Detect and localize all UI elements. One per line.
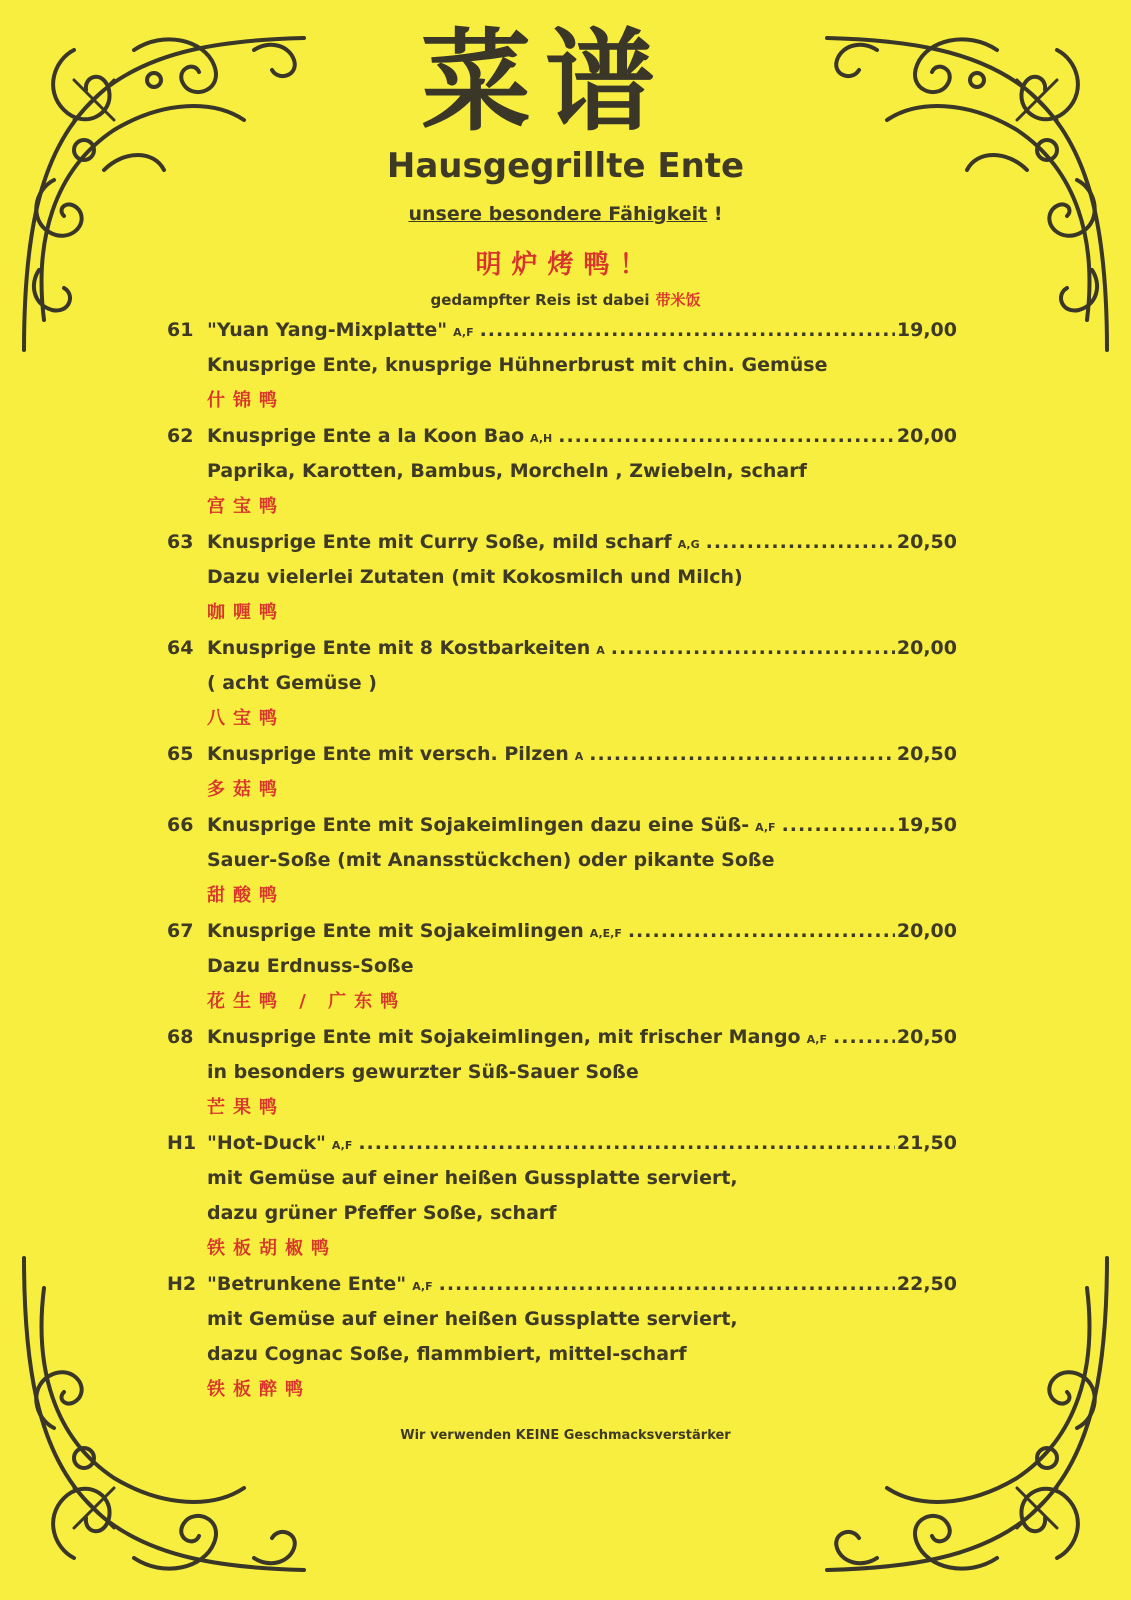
item-description: dazu grüner Pfeffer Soße, scharf (207, 1202, 557, 1224)
item-chinese-name: 什锦鸭 (207, 390, 285, 411)
menu-item (167, 630, 957, 736)
menu-item (167, 1125, 957, 1266)
item-chinese-name: 花生鸭 / 广东鸭 (207, 991, 407, 1012)
item-name: "Yuan Yang-Mixplatte" (207, 319, 448, 341)
item-number: H1 (167, 1132, 197, 1154)
dot-leader (782, 807, 895, 843)
item-description: Knusprige Ente, knusprige Hühnerbrust mit chin. Gemüse (207, 354, 828, 376)
item-price: 20,00 (896, 920, 957, 942)
menu-item-header (167, 1019, 957, 1055)
item-price: 20,50 (896, 1026, 957, 1048)
menu-item-header (167, 1266, 957, 1302)
item-allergens: A,G (677, 538, 700, 551)
item-name: Knusprige Ente mit Curry Soße, mild scharf (207, 531, 672, 553)
menu-item-header (167, 312, 957, 348)
dot-leader (611, 630, 895, 666)
page-title: Hausgegrillte Ente (386, 146, 745, 186)
menu-item (167, 736, 957, 807)
menu-item (167, 913, 957, 1019)
item-chinese-name: 多菇鸭 (207, 779, 285, 800)
dot-leader (480, 312, 895, 348)
dot-leader (558, 418, 895, 454)
item-allergens: A (596, 644, 605, 657)
menu-item (167, 1019, 957, 1125)
item-description: Dazu Erdnuss-Soße (207, 955, 414, 977)
item-price: 20,50 (896, 531, 957, 553)
menu-list (167, 312, 957, 1407)
item-chinese-name: 咖喱鸭 (207, 602, 285, 623)
chinese-heading: 明炉烤鸭！ (475, 250, 656, 280)
menu-item-header (167, 630, 957, 666)
item-allergens: A,F (755, 821, 776, 834)
rice-note (0, 289, 1131, 310)
item-allergens: A,F (806, 1033, 828, 1046)
item-allergens: A (574, 750, 584, 763)
item-description: Sauer-Soße (mit Anansstückchen) oder pikante Soße (207, 849, 775, 871)
item-name: Knusprige Ente a la Koon Bao (207, 425, 525, 447)
dot-leader (706, 524, 895, 560)
item-description: mit Gemüse auf einer heißen Gussplatte serviert, (207, 1167, 738, 1189)
item-chinese-name: 铁板胡椒鸭 (207, 1238, 337, 1259)
dot-leader (628, 913, 895, 949)
item-number: 68 (167, 1026, 194, 1048)
menu-item (167, 1266, 957, 1407)
rice-note-chinese: 带米饭 (655, 291, 701, 309)
subtitle-tail: ! (707, 203, 723, 225)
item-number: H2 (167, 1273, 197, 1295)
item-number: 65 (167, 743, 194, 765)
item-chinese-name: 铁板醉鸭 (207, 1379, 311, 1400)
item-price: 22,50 (896, 1273, 957, 1295)
item-chinese-name: 芒果鸭 (207, 1097, 285, 1118)
footer-note: Wir verwenden KEINE Geschmacksverstärker (400, 1428, 731, 1443)
item-chinese-name: 八宝鸭 (207, 708, 285, 729)
item-price: 19,50 (896, 814, 957, 836)
item-allergens: A,E,F (589, 927, 622, 940)
menu-item (167, 807, 957, 913)
item-allergens: A,H (530, 432, 553, 445)
menu-item-header (167, 1125, 957, 1161)
item-price: 20,00 (896, 425, 957, 447)
item-price: 21,50 (896, 1132, 957, 1154)
item-allergens: A,F (412, 1280, 433, 1293)
subtitle-main: unsere besondere Fähigkeit (408, 203, 708, 225)
item-allergens: A,F (331, 1139, 353, 1152)
item-number: 63 (167, 531, 194, 553)
menu-item (167, 524, 957, 630)
item-description: in besonders gewurzter Süß-Sauer Soße (207, 1061, 639, 1083)
item-price: 20,00 (896, 637, 957, 659)
item-price: 20,50 (896, 743, 957, 765)
item-price: 19,00 (896, 319, 957, 341)
item-chinese-name: 宫宝鸭 (207, 496, 285, 517)
menu-item-header (167, 418, 957, 454)
menu-logo-chinese: 菜谱 (421, 17, 669, 146)
item-description: dazu Cognac Soße, flammbiert, mittel-scharf (207, 1343, 687, 1365)
item-name: Knusprige Ente mit Sojakeimlingen, mit frischer Mango (207, 1026, 801, 1048)
menu-item (167, 418, 957, 524)
item-allergens: A,F (453, 326, 474, 339)
subtitle (0, 203, 1131, 225)
rice-note-text: gedampfter Reis ist dabei (430, 291, 650, 309)
item-description: ( acht Gemüse ) (207, 672, 377, 694)
dot-leader (358, 1125, 895, 1161)
item-name: Knusprige Ente mit Sojakeimlingen dazu eine Süß- (207, 814, 750, 836)
dot-leader (439, 1266, 895, 1302)
item-number: 61 (167, 319, 194, 341)
item-number: 67 (167, 920, 194, 942)
item-name: "Hot-Duck" (207, 1132, 326, 1154)
item-number: 62 (167, 425, 194, 447)
dot-leader (833, 1019, 895, 1055)
item-name: "Betrunkene Ente" (207, 1273, 407, 1295)
item-chinese-name: 甜酸鸭 (207, 885, 285, 906)
item-name: Knusprige Ente mit Sojakeimlingen (207, 920, 584, 942)
item-description: Paprika, Karotten, Bambus, Morcheln , Zwiebeln, scharf (207, 460, 807, 482)
menu-item-header (167, 913, 957, 949)
menu-item-header (167, 736, 957, 772)
item-description: mit Gemüse auf einer heißen Gussplatte serviert, (207, 1308, 738, 1330)
dot-leader (589, 736, 895, 772)
menu-item-header (167, 524, 957, 560)
menu-item (167, 312, 957, 418)
item-name: Knusprige Ente mit versch. Pilzen (207, 743, 569, 765)
item-description: Dazu vielerlei Zutaten (mit Kokosmilch und Milch) (207, 566, 743, 588)
menu-item-header (167, 807, 957, 843)
item-number: 66 (167, 814, 194, 836)
item-name: Knusprige Ente mit 8 Kostbarkeiten (207, 637, 591, 659)
item-number: 64 (167, 637, 194, 659)
